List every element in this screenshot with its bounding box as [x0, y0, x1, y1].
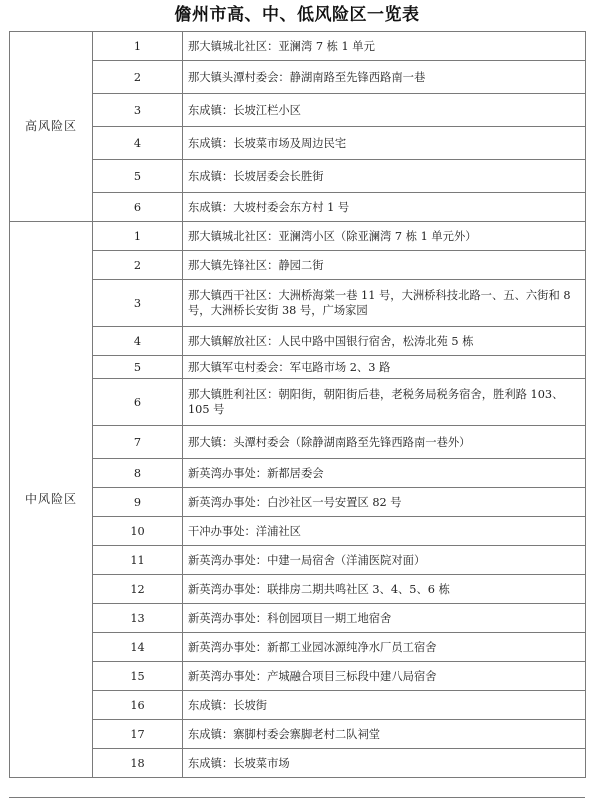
table-row: [10, 251, 586, 280]
row-number: 12: [93, 575, 183, 604]
row-number: 16: [93, 691, 183, 720]
table-row: [10, 222, 586, 251]
table-row: [10, 32, 586, 61]
page-title: 儋州市高、中、低风险区一览表: [174, 5, 420, 25]
table-row: [10, 720, 586, 749]
row-number: 13: [93, 604, 183, 633]
row-number: 4: [93, 127, 183, 160]
medium-risk-category: 中风险区: [10, 222, 93, 778]
row-address: 新英湾办事处：联排房二期共鸣社区 3、4、5、6 栋: [183, 575, 586, 604]
row-number: 6: [93, 193, 183, 222]
table-row: [10, 459, 586, 488]
row-address: 那大镇解放社区：人民中路中国银行宿舍，松涛北苑 5 栋: [183, 327, 586, 356]
row-number: 9: [93, 488, 183, 517]
row-number: 15: [93, 662, 183, 691]
row-number: 3: [93, 94, 183, 127]
row-address: 那大镇先锋社区：静园二街: [183, 251, 586, 280]
table-row: [10, 517, 586, 546]
row-number: 5: [93, 160, 183, 193]
table-row: [10, 94, 586, 127]
table-row: [10, 633, 586, 662]
table-continuation-line: [9, 797, 585, 801]
row-number: 4: [93, 327, 183, 356]
table-row: [10, 160, 586, 193]
table-row: [10, 280, 586, 327]
row-address: 那大镇城北社区：亚澜湾 7 栋 1 单元: [183, 32, 586, 61]
table-row: [10, 691, 586, 720]
table-row: [10, 356, 586, 379]
row-address: 新英湾办事处：中建一局宿舍（洋浦医院对面）: [183, 546, 586, 575]
row-address: 东成镇：长坡菜市场及周边民宅: [183, 127, 586, 160]
row-number: 7: [93, 426, 183, 459]
row-number: 10: [93, 517, 183, 546]
row-number: 17: [93, 720, 183, 749]
table-row: [10, 575, 586, 604]
row-address: 东成镇：长坡菜市场: [183, 749, 586, 778]
row-number: 14: [93, 633, 183, 662]
row-address: 新英湾办事处：新都工业园冰源纯净水厂员工宿舍: [183, 633, 586, 662]
table-row: [10, 546, 586, 575]
table-row: [10, 488, 586, 517]
row-number: 6: [93, 379, 183, 426]
row-address: 东成镇：长坡街: [183, 691, 586, 720]
row-address: 那大镇：头潭村委会（除静湖南路至先锋西路南一巷外）: [183, 426, 586, 459]
row-address: 那大镇西干社区：大洲桥海棠一巷 11 号，大洲桥科技北路一、五、六街和 8 号，大洲桥长安街 38 号，广场家园: [183, 280, 586, 327]
row-address: 干冲办事处：洋浦社区: [183, 517, 586, 546]
table-row: [10, 193, 586, 222]
row-address: 东成镇：大坡村委会东方村 1 号: [183, 193, 586, 222]
row-address: 那大镇胜利社区：朝阳街，朝阳街后巷，老税务局税务宿舍，胜利路 103、105 号: [183, 379, 586, 426]
row-address: 新英湾办事处：产城融合项目三标段中建八局宿舍: [183, 662, 586, 691]
risk-area-table: [9, 31, 586, 778]
row-address: 新英湾办事处：科创园项目一期工地宿舍: [183, 604, 586, 633]
row-number: 2: [93, 251, 183, 280]
row-number: 11: [93, 546, 183, 575]
row-address: 那大镇城北社区：亚澜湾小区（除亚澜湾 7 栋 1 单元外）: [183, 222, 586, 251]
table-row: [10, 749, 586, 778]
table-row: [10, 327, 586, 356]
row-number: 18: [93, 749, 183, 778]
table-row: [10, 662, 586, 691]
row-address: 新英湾办事处：新都居委会: [183, 459, 586, 488]
row-number: 1: [93, 32, 183, 61]
row-number: 5: [93, 356, 183, 379]
row-number: 2: [93, 61, 183, 94]
table-row: [10, 426, 586, 459]
table-row: [10, 604, 586, 633]
row-address: 东成镇：长坡江栏小区: [183, 94, 586, 127]
row-number: 1: [93, 222, 183, 251]
row-address: 新英湾办事处：白沙社区一号安置区 82 号: [183, 488, 586, 517]
high-risk-category: 高风险区: [10, 32, 93, 222]
row-address: 东成镇：长坡居委会长胜街: [183, 160, 586, 193]
table-row: [10, 127, 586, 160]
row-address: 那大镇军屯村委会：军屯路市场 2、3 路: [183, 356, 586, 379]
row-number: 3: [93, 280, 183, 327]
row-number: 8: [93, 459, 183, 488]
table-row: [10, 379, 586, 426]
row-address: 那大镇头潭村委会：静湖南路至先锋西路南一巷: [183, 61, 586, 94]
row-address: 东成镇：寨脚村委会寨脚老村二队祠堂: [183, 720, 586, 749]
table-row: [10, 61, 586, 94]
